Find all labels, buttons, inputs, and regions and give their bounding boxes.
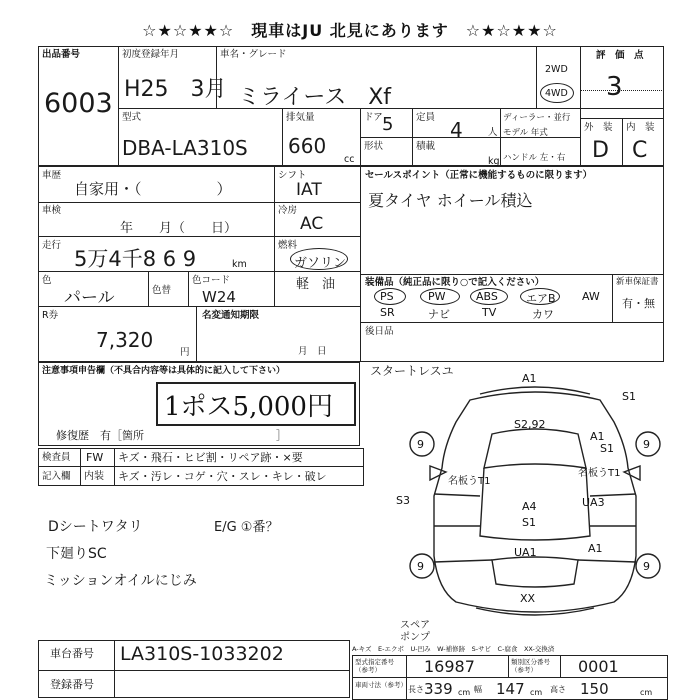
equip-pw-circle bbox=[420, 288, 460, 305]
history-label: 車歴 bbox=[42, 170, 62, 181]
pump-note: スペア ポンプ bbox=[400, 620, 430, 643]
shape-label: 形状 bbox=[364, 141, 384, 152]
legend: A-キズ E-エクボ U-凹み W-補修跡 S-サビ C-腐食 XX-交換済 bbox=[352, 645, 555, 653]
tire-rl: 9 bbox=[417, 560, 424, 573]
inspection-value: 年 月（ 日） bbox=[120, 221, 238, 236]
recycle-unit: 円 bbox=[180, 347, 190, 358]
height-unit: cm bbox=[640, 688, 653, 697]
first-reg-label: 初度登録年月 bbox=[122, 49, 180, 60]
equip-sr: SR bbox=[380, 306, 395, 319]
note-line-1: Dシートワタリ bbox=[48, 519, 143, 535]
mark-front-s1: S1 bbox=[622, 390, 636, 403]
dims-label: 車両寸法（参考） bbox=[355, 681, 407, 689]
interior-label: 内 装 bbox=[626, 122, 655, 133]
mark-right-panel: 名板うT1 bbox=[578, 468, 621, 479]
equip-ps-circle bbox=[374, 288, 406, 305]
category-label: 類別区分番号（参考） bbox=[511, 658, 550, 674]
mileage-value: 5万4千8 6 9 bbox=[74, 247, 197, 271]
fw-label: FW bbox=[86, 451, 104, 464]
int-label: 内装 bbox=[84, 471, 104, 482]
header-title: ☆★☆★★☆ 現車はJU 北見にあります ☆★☆★★☆ bbox=[142, 21, 558, 40]
stamp-text: 1ポス5,000円 bbox=[164, 392, 333, 422]
mark-roof-a4: A4 bbox=[522, 500, 537, 513]
mark-roof-s1: S1 bbox=[522, 516, 536, 529]
color-change-label: 色替 bbox=[152, 285, 172, 296]
model-label: 車名・グレード bbox=[220, 49, 287, 60]
color-code-label: 色コード bbox=[192, 275, 231, 286]
recycle-value: 7,320 bbox=[96, 328, 154, 352]
car-diagram bbox=[396, 372, 670, 624]
repair-label: 修復歴 有［箇所 ］ bbox=[56, 429, 287, 442]
sales-point-value: 夏タイヤ ホイール積込 bbox=[368, 191, 533, 210]
equip-tv: TV bbox=[482, 306, 497, 319]
length-unit: cm bbox=[458, 688, 471, 697]
mark-right-ua3: UA3 bbox=[582, 496, 605, 509]
chassis-value: LA310S-1033202 bbox=[120, 643, 284, 665]
equip-navi: ナビ bbox=[428, 308, 450, 321]
type-value: DBA-LA310S bbox=[122, 136, 248, 160]
equip-airbag-circle bbox=[520, 288, 560, 305]
drive-2wd: 2WD bbox=[545, 64, 568, 75]
first-reg-value: H25 3月 bbox=[124, 77, 227, 102]
width-value: 147 bbox=[496, 680, 525, 698]
mark-hood-a1: A1 bbox=[522, 372, 537, 385]
height-label: 高さ bbox=[550, 685, 566, 694]
equip-abs-circle bbox=[470, 288, 508, 305]
equipment-label: 装備品（純正品に限り○で記入ください） bbox=[365, 277, 545, 288]
model-value: ミライース Xf bbox=[238, 85, 392, 110]
height-value: 150 bbox=[580, 680, 609, 698]
chassis-label: 車台番号 bbox=[50, 647, 94, 660]
load-unit: kg bbox=[488, 156, 500, 167]
shift-value: IAT bbox=[296, 180, 322, 200]
inspection-label: 車検 bbox=[42, 205, 62, 216]
type-number-label: 型式指定番号（参考） bbox=[355, 658, 394, 674]
length-label: 長さ bbox=[408, 685, 424, 694]
eg-note: E/G ①番？ bbox=[214, 520, 279, 535]
width-label: 幅 bbox=[474, 685, 482, 694]
note-line-2: 下廻りSC bbox=[46, 546, 107, 562]
color-value: パール bbox=[64, 288, 115, 308]
color-label: 色 bbox=[42, 275, 52, 286]
rear-seat-label: 後日品 bbox=[365, 326, 394, 337]
entry-label: 記入欄 bbox=[42, 471, 71, 482]
cc-value: 660 bbox=[288, 134, 327, 158]
reg-label: 登録番号 bbox=[50, 678, 94, 691]
cc-unit: cc bbox=[344, 154, 355, 165]
mark-rr-a1: A1 bbox=[588, 542, 603, 555]
equip-pw: PW bbox=[428, 290, 446, 303]
doors-label: ドア bbox=[364, 112, 383, 123]
category-value: 0001 bbox=[578, 657, 619, 676]
fw-items: キズ・飛石・ヒビ割・リペア跡・×要 bbox=[118, 451, 303, 464]
width-unit: cm bbox=[530, 688, 543, 697]
exterior-value: D bbox=[592, 138, 609, 163]
dealer-label: ディーラー・並行 bbox=[503, 113, 571, 123]
equip-airbag: エアB bbox=[526, 292, 556, 305]
history-value: 自家用・（ ） bbox=[74, 180, 232, 198]
fuel-gasoline-circle bbox=[290, 248, 348, 270]
name-change-label: 名変通知期限 bbox=[202, 310, 260, 321]
cc-label: 排気量 bbox=[286, 112, 315, 123]
equip-ps: PS bbox=[380, 290, 394, 303]
fuel-value-1: ガソリン bbox=[294, 256, 347, 271]
mark-trunk-xx: XX bbox=[520, 592, 536, 605]
tire-rr: 9 bbox=[643, 560, 650, 573]
fuel-label: 燃料 bbox=[278, 240, 298, 251]
int-items: キズ・汚レ・コゲ・穴・スレ・キレ・破レ bbox=[118, 470, 327, 483]
lot-label: 出品番号 bbox=[42, 49, 81, 60]
length-value: 339 bbox=[424, 680, 453, 698]
lot-number: 6003 bbox=[44, 88, 113, 119]
mark-left-s3: S3 bbox=[396, 494, 410, 507]
mark-hood-s2: S2,92 bbox=[514, 418, 546, 431]
recycle-label: R券 bbox=[42, 310, 59, 321]
type-number-value: 16987 bbox=[424, 657, 475, 676]
color-code-value: W24 bbox=[202, 288, 236, 306]
drive-4wd: 4WD bbox=[545, 88, 568, 99]
model-year-label: モデル 年式 bbox=[503, 128, 548, 138]
inspector-label: 検査員 bbox=[42, 452, 71, 463]
capacity-unit: 人 bbox=[488, 127, 498, 138]
sales-point-label: セールスポイント（正常に機能するものに限ります） bbox=[365, 170, 593, 181]
mark-rear-ua1: UA1 bbox=[514, 546, 537, 559]
type-label: 型式 bbox=[122, 112, 142, 123]
equip-kawa: カワ bbox=[532, 308, 554, 321]
mileage-label: 走行 bbox=[42, 240, 62, 251]
load-label: 積載 bbox=[416, 141, 436, 152]
ac-label: 冷房 bbox=[278, 205, 298, 216]
handle-label: ハンドル 左・右 bbox=[503, 153, 566, 163]
capacity-value: 4 bbox=[450, 118, 463, 142]
score-value: 3 bbox=[606, 72, 623, 102]
shift-label: シフト bbox=[278, 170, 307, 181]
mark-left-panel: 名板うT1 bbox=[448, 476, 491, 487]
mark-fr-s1: S1 bbox=[600, 442, 614, 455]
mileage-unit: km bbox=[232, 259, 247, 270]
warranty-value: 有・無 bbox=[622, 297, 655, 310]
exterior-label: 外 装 bbox=[584, 122, 613, 133]
equip-abs: ABS bbox=[476, 290, 498, 303]
fuel-value-2: 軽 油 bbox=[296, 277, 336, 292]
start-note: スタートレスユ bbox=[370, 364, 454, 378]
mark-fr-a1: A1 bbox=[590, 430, 605, 443]
score-label: 評 価 点 bbox=[596, 50, 644, 61]
note-line-3: ミッションオイルにじみ bbox=[44, 573, 197, 589]
tire-fr: 9 bbox=[643, 438, 650, 451]
warranty-label: 新車保証書 bbox=[616, 277, 659, 287]
drive-4wd-circle bbox=[540, 83, 574, 103]
name-change-value: 月 日 bbox=[298, 346, 327, 357]
ac-value: AC bbox=[300, 214, 324, 234]
interior-value: C bbox=[632, 138, 648, 163]
equip-aw: AW bbox=[582, 290, 600, 303]
doors-value: 5 bbox=[382, 114, 394, 135]
tire-fl: 9 bbox=[417, 438, 424, 451]
declaration-label: 注意事項申告欄（不具合内容等は具体的に記入して下さい） bbox=[42, 366, 286, 376]
capacity-label: 定員 bbox=[416, 112, 436, 123]
